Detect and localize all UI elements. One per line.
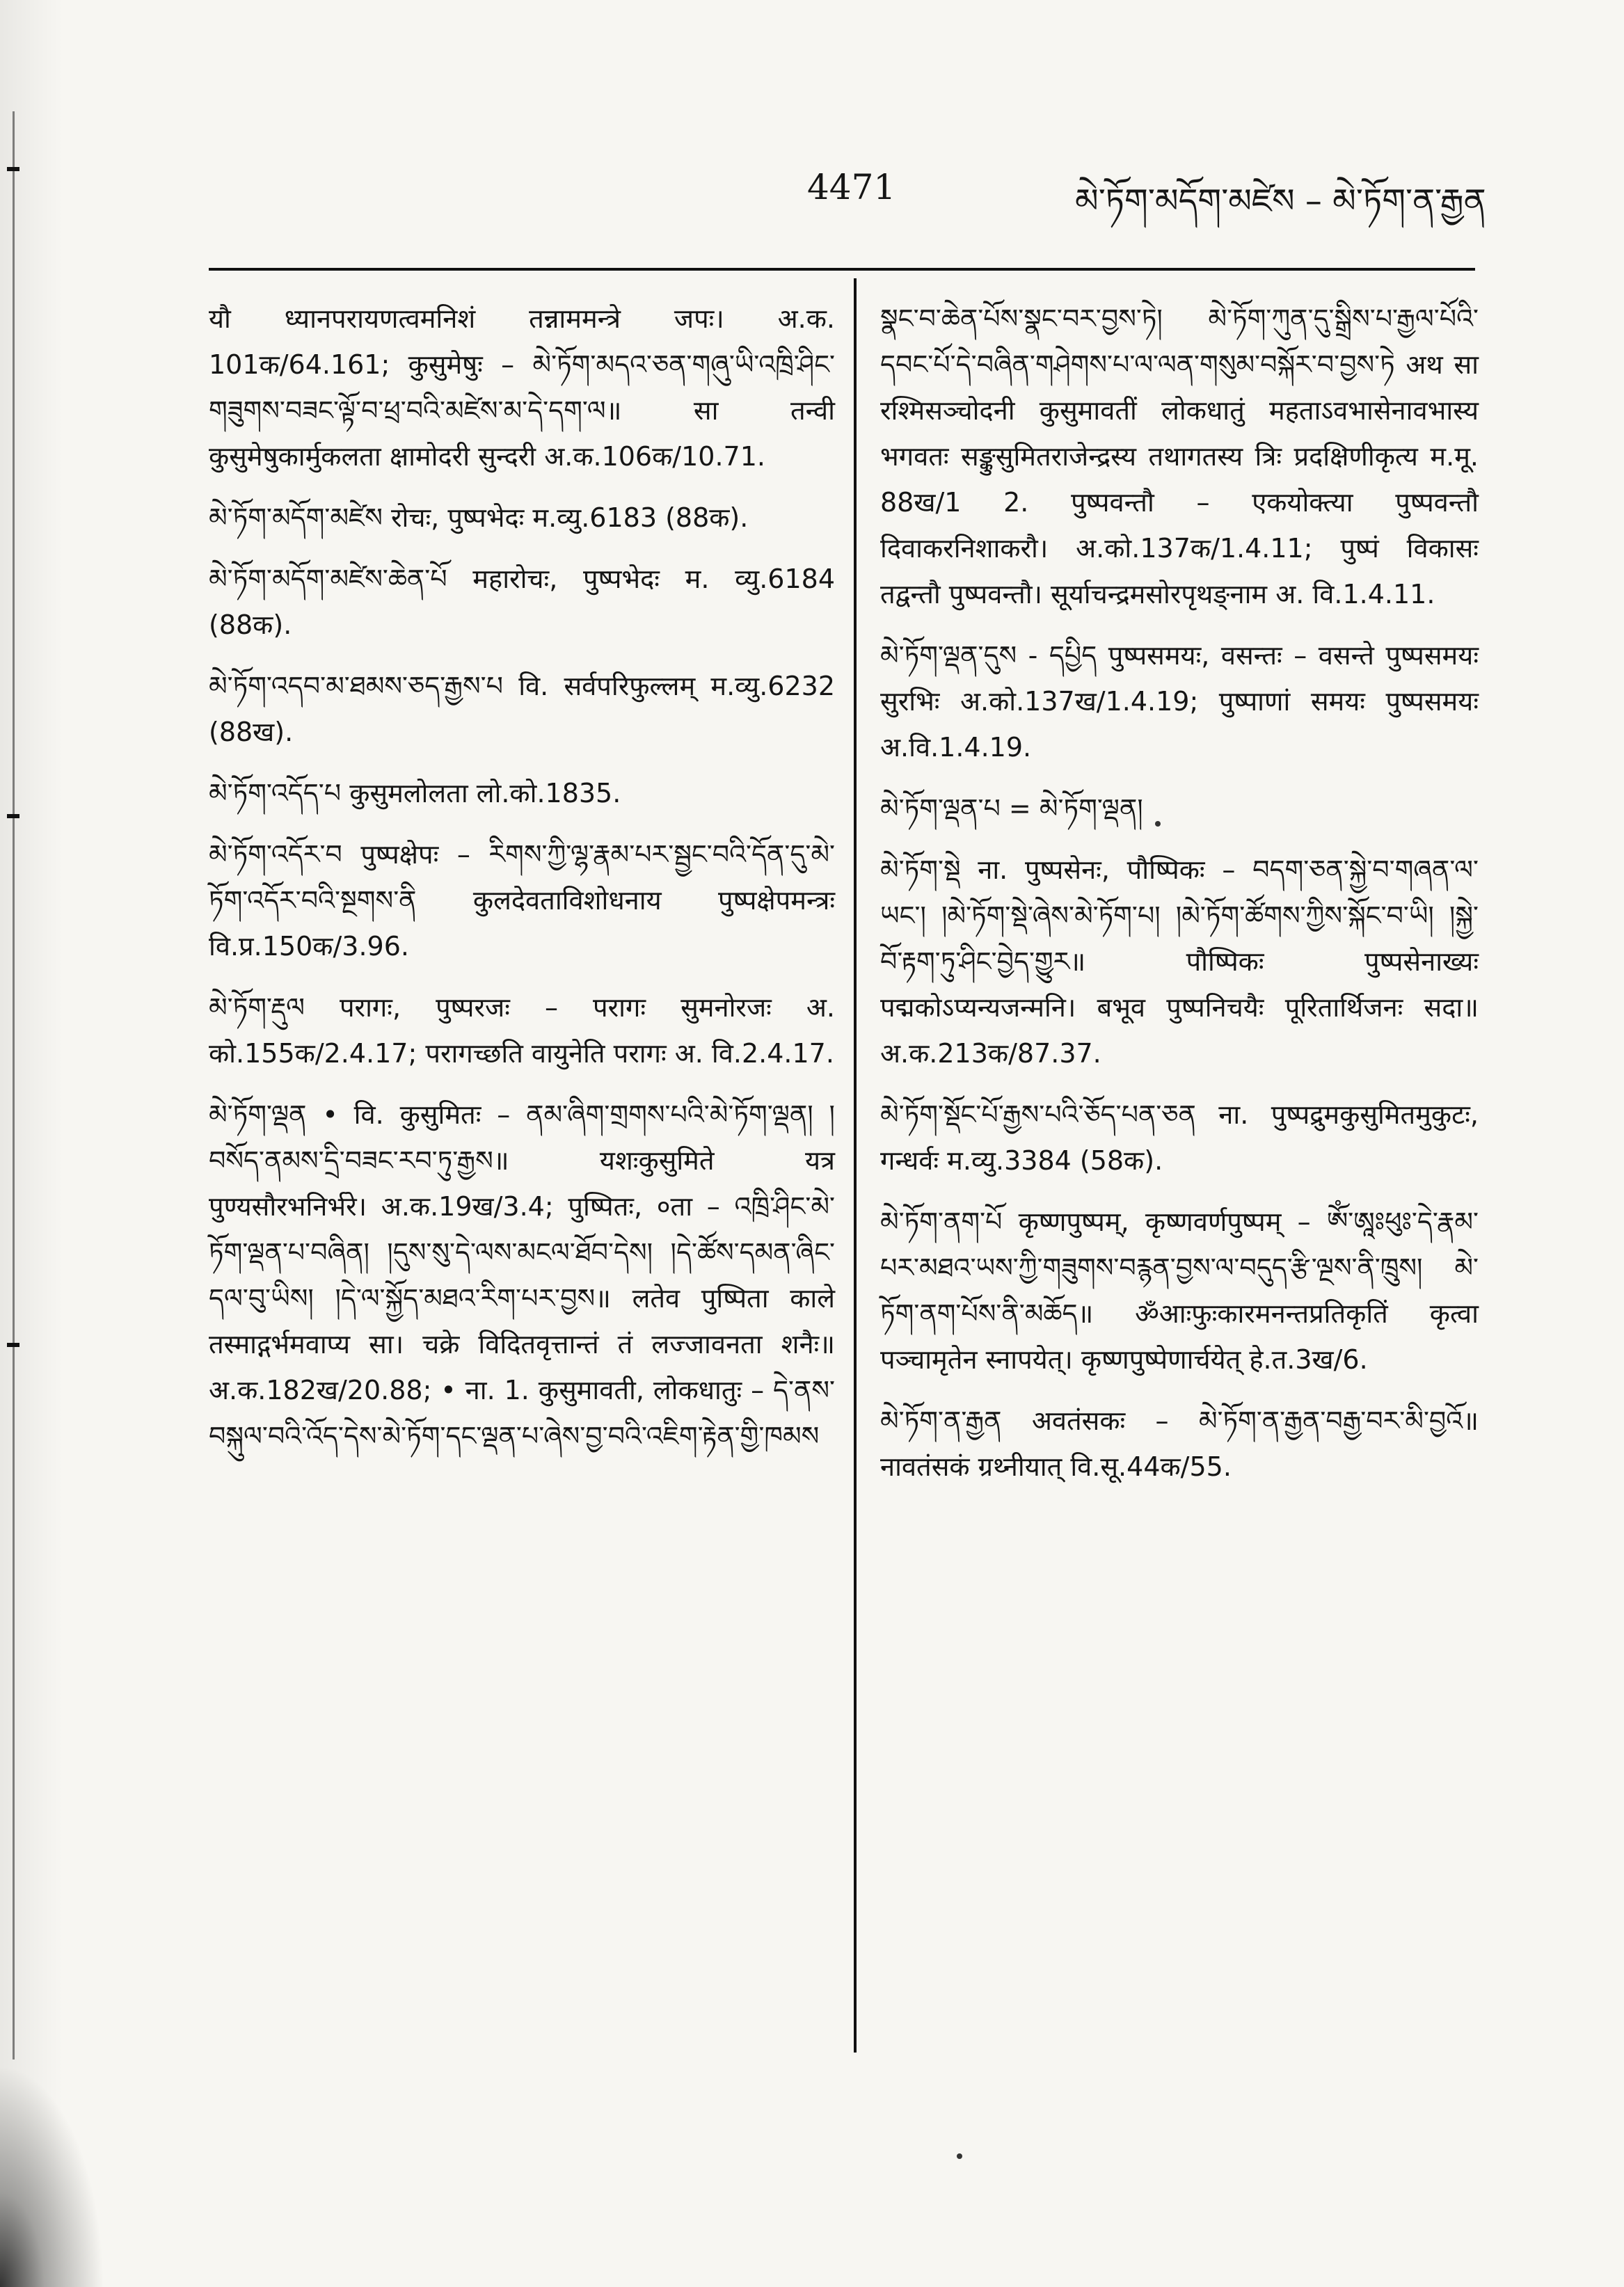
left-column xyxy=(209,296,835,1474)
dictionary-entry: མེ་ཏོག་སྡོང་པོ་རྒྱས་པའི་ཅོད་པན་ཅན ना. पुष्पद्रुमकुसुमितमुकुटः, गन्धर्वः म.व्यु.3384 (58क). xyxy=(880,1099,1479,1176)
dictionary-entry: མེ་ཏོག་ལྡན • वि. कुसुमितः – ནམ་ཞིག་གྲགས་པའི་མེ་ཏོག་ལྡན། །བསོད་ནམས་དྲི་བཟང་རབ་ཏུ་རྒྱས॥ यशःकुसुमिते यत्र पुण्यसौरभनिर्भरे। अ.क.19ख/3.4; पुष्पितः, ०ता – འཁྲི་ཤིང་མེ་ཏོག་ལྡན་པ་བཞིན། །དུས་སུ་དེ་ལས་མངལ་ཐོབ་དེས། །དེ་ཚོས་དམན་ཞིང་དལ་བུ་ཡིས། །དེ་ལ་སྐྱོད་མཐའ་རིག་པར་བྱས॥ लतेव पुष्पिता काले तस्माद्गर्भमवाप्य सा। चक्रे विदितवृत्तान्तं तं लज्जावनता शनैः॥ अ.क.182ख/20.88; • ना. 1. कुसुमावती, लोकधातुः – དེ་ནས་བསྐུལ་བའི་འོད་དེས་མེ་ཏོག་དང་ལྡན་པ་ཞེས་བྱ་བའི་འཇིག་རྟེན་གྱི་ཁམས xyxy=(209,1099,835,1451)
dictionary-entry: མེ་ཏོག་མདོག་མཛེས་ཆེན་པོ महारोचः, पुष्पभेदः म. व्यु.6184 (88क). xyxy=(209,564,835,640)
dictionary-entry: སྣང་བ་ཆེན་པོས་སྣང་བར་བྱས་ཏེ། མེ་ཏོག་ཀུན་དུ་སྒྲིས་པ་རྒྱལ་པོའི་དབང་པོ་དེ་བཞིན་གཤེགས་པ་ལ་ལན་གསུམ་བསྐོར་བ་བྱས་ཏེ अथ सा रश्मिसञ्चोदनी कुसुमावतीं लोकधातुं महताऽवभासेनावभास्य भगवतः सङ्कुसुमितराजेन्द्रस्य तथागतस्य त्रिः प्रदक्षिणीकृत्य म.मू. 88ख/1 2. पुष्पवन्तौ – एकयोक्त्या पुष्पवन्तौ दिवाकरनिशाकरौ। अ.को.137क/1.4.11; पुष्पं विकासः तद्वन्तौ पुष्पवन्तौ। सूर्याचन्द्रमसोरपृथङ्नाम अ. वि.1.4.11. xyxy=(880,303,1479,609)
binding-mark xyxy=(7,1343,19,1347)
dictionary-entry: མེ་ཏོག་ནག་པོ कृष्णपुष्पम्, कृष्णवर्णपुष्पम् – ཨོཾ་ཨཱཿཕུཿ་དེ་རྣམ་པར་མཐའ་ཡས་ཀྱི་གཟུགས་བརྙན་བྱས་ལ་བདུད་རྩི་ལྔས་ནི་ཁྲུས། མེ་ཏོག་ནག་པོས་ནི་མཆོད॥ ॐआःफुःकारमनन्तप्रतिकृतिं कृत्वा पञ्चामृतेन स्नापयेत्। कृष्णपुष्पेणार्चयेत् हे.त.3ख/6. xyxy=(880,1206,1479,1375)
dictionary-entry: མེ་ཏོག་འདོར་བ पुष्पक्षेपः – རིགས་ཀྱི་ལྷ་རྣམ་པར་སྦྱང་བའི་དོན་དུ་མེ་ཏོག་འདོར་བའི་སྔགས་ནི कुलदेवताविशोधनाय पुष्पक्षेपमन्त्रः वि.प्र.150क/3.96. xyxy=(209,839,835,962)
binding-mark xyxy=(7,814,19,818)
dictionary-entry: यौ ध्यानपरायणत्वमनिशं तन्नाममन्त्रे जपः। अ.क. 101क/64.161; कुसुमेषुः – མེ་ཏོག་མདའ་ཅན་གཞུ་ཡི་འཁྲི་ཤིང་གཟུགས་བཟང་ལྟོ་བ་ཕྲ་བའི་མཛེས་མ་དེ་དག་ལ॥ सा तन्वी कुसुमेषुकार्मुकलता क्षामोदरी सुन्दरी अ.क.106क/10.71. xyxy=(209,303,835,472)
binding-mark xyxy=(7,167,19,171)
running-head: མེ་ཏོག་མདོག་མཛེས – མེ་ཏོག་ན་རྒྱན xyxy=(1075,182,1486,221)
scan-shadow xyxy=(0,0,63,2287)
dictionary-entry: མེ་ཏོག་མདོག་མཛེས रोचः, पुष्पभेदः म.व्यु.6183 (88क). xyxy=(209,502,749,533)
dictionary-entry: མེ་ཏོག་ལྡན་པ = མེ་ཏོག་ལྡན། xyxy=(880,793,1143,824)
scan-blot xyxy=(0,2064,104,2287)
dictionary-entry: མེ་ཏོག་འདོད་པ कुसुमलोलता लो.को.1835. xyxy=(209,778,621,808)
page-number: 4471 xyxy=(807,167,896,207)
header-rule xyxy=(209,268,1475,271)
right-column xyxy=(880,296,1479,1505)
column-divider xyxy=(854,278,857,2053)
binding-edge-line xyxy=(13,111,15,2059)
dictionary-entry: མེ་ཏོག་འདབ་མ་ཐམས་ཅད་རྒྱས་པ वि. सर्वपरिफुल्लम् म.व्यु.6232 (88ख). xyxy=(209,671,835,747)
stray-mark xyxy=(1155,821,1161,827)
dictionary-entry: མེ་ཏོག་སྡེ ना. पुष्पसेनः, पौष्पिकः – བདག་ཅན་སྐྱེ་བ་གཞན་ལ་ཡང་། །མེ་ཏོག་སྡེ་ཞེས་མེ་ཏོག་པ། །མེ་ཏོག་ཚོགས་ཀྱིས་སྐོང་བ་ཡི། །སྐྱེ་བོ་རྟག་ཏུ་ཤིང་བྱེད་གྱུར॥ पौष्पिकः पुष्पसेनाख्यः पद्मकोऽप्यन्यजन्मनि। बभूव पुष्पनिचयैः पूरितार्थिजनः सदा॥ अ.क.213क/87.37. xyxy=(880,854,1479,1069)
dictionary-entry: མེ་ཏོག་རྡུལ परागः, पुष्परजः – परागः सुमनोरजः अ. को.155क/2.4.17; परागच्छति वायुनेति परागः अ. वि.2.4.17. xyxy=(209,992,835,1069)
stray-mark xyxy=(957,2153,962,2159)
dictionary-entry: མེ་ཏོག་ལྡན་དུས - དཔྱིད पुष्पसमयः, वसन्तः – वसन्ते पुष्पसमयः सुरभिः अ.को.137ख/1.4.19; पुष्पाणां समयः पुष्पसमयः अ.वि.1.4.19. xyxy=(880,640,1479,763)
dictionary-entry: མེ་ཏོག་ན་རྒྱན अवतंसकः – མེ་ཏོག་ན་རྒྱན་བརྒྱ་བར་མི་བྱའོ॥ नावतंसकं ग्रथ्नीयात् वि.सू.44क/55. xyxy=(880,1405,1479,1482)
